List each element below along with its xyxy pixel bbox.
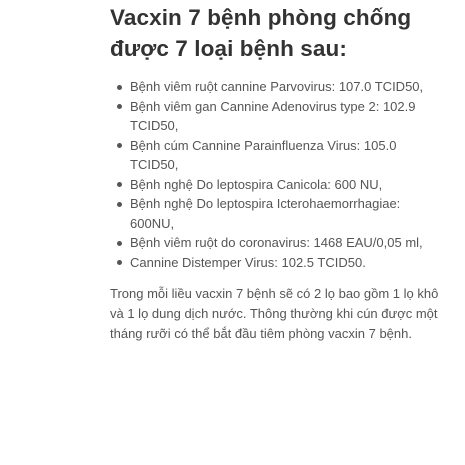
- article-paragraph: Trong mỗi liều vacxin 7 bệnh sẽ có 2 lọ bao gồm 1 lọ khô và 1 lọ dung dịch nước. Thông thường khi cún được một tháng rưỡi có thể bắt đầu tiêm phòng vacxin 7 bệnh.: [110, 286, 439, 341]
- bullet-icon: [117, 104, 122, 109]
- list-item-text: Bệnh nghệ Do leptospira Icterohaemorrhagiae: 600NU,: [130, 196, 401, 231]
- bullet-icon: [117, 85, 122, 90]
- bullet-icon: [117, 241, 122, 246]
- list-item: [130, 233, 445, 253]
- bullet-icon: [117, 182, 122, 187]
- disease-list: [110, 77, 445, 272]
- list-item: [130, 253, 445, 273]
- list-item-text: Bệnh viêm ruột do coronavirus: 1468 EAU/0,05 ml,: [130, 235, 423, 250]
- list-item: [130, 136, 445, 175]
- list-item-text: Cannine Distemper Virus: 102.5 TCID50.: [130, 254, 366, 270]
- article-title: Vacxin 7 bệnh phòng chống được 7 loại bệnh sau:: [110, 5, 412, 61]
- list-item-text: Bệnh nghệ Do leptospira Canicola: 600 NU,: [130, 176, 383, 192]
- bullet-icon: [117, 143, 122, 148]
- bullet-icon: [117, 202, 122, 207]
- list-item: [130, 77, 445, 97]
- list-item-text: Bệnh cúm Cannine Parainfluenza Virus: 105.0 TCID50,: [130, 137, 397, 172]
- bullet-icon: [117, 260, 122, 265]
- list-item: [130, 97, 445, 136]
- list-item-text: Bệnh viêm gan Cannine Adenovirus type 2: 102.9 TCID50,: [130, 98, 416, 133]
- list-item: [130, 194, 445, 233]
- list-item-text: Bệnh viêm ruột cannine Parvovirus: 107.0 TCID50,: [130, 79, 424, 94]
- list-item: [130, 175, 445, 195]
